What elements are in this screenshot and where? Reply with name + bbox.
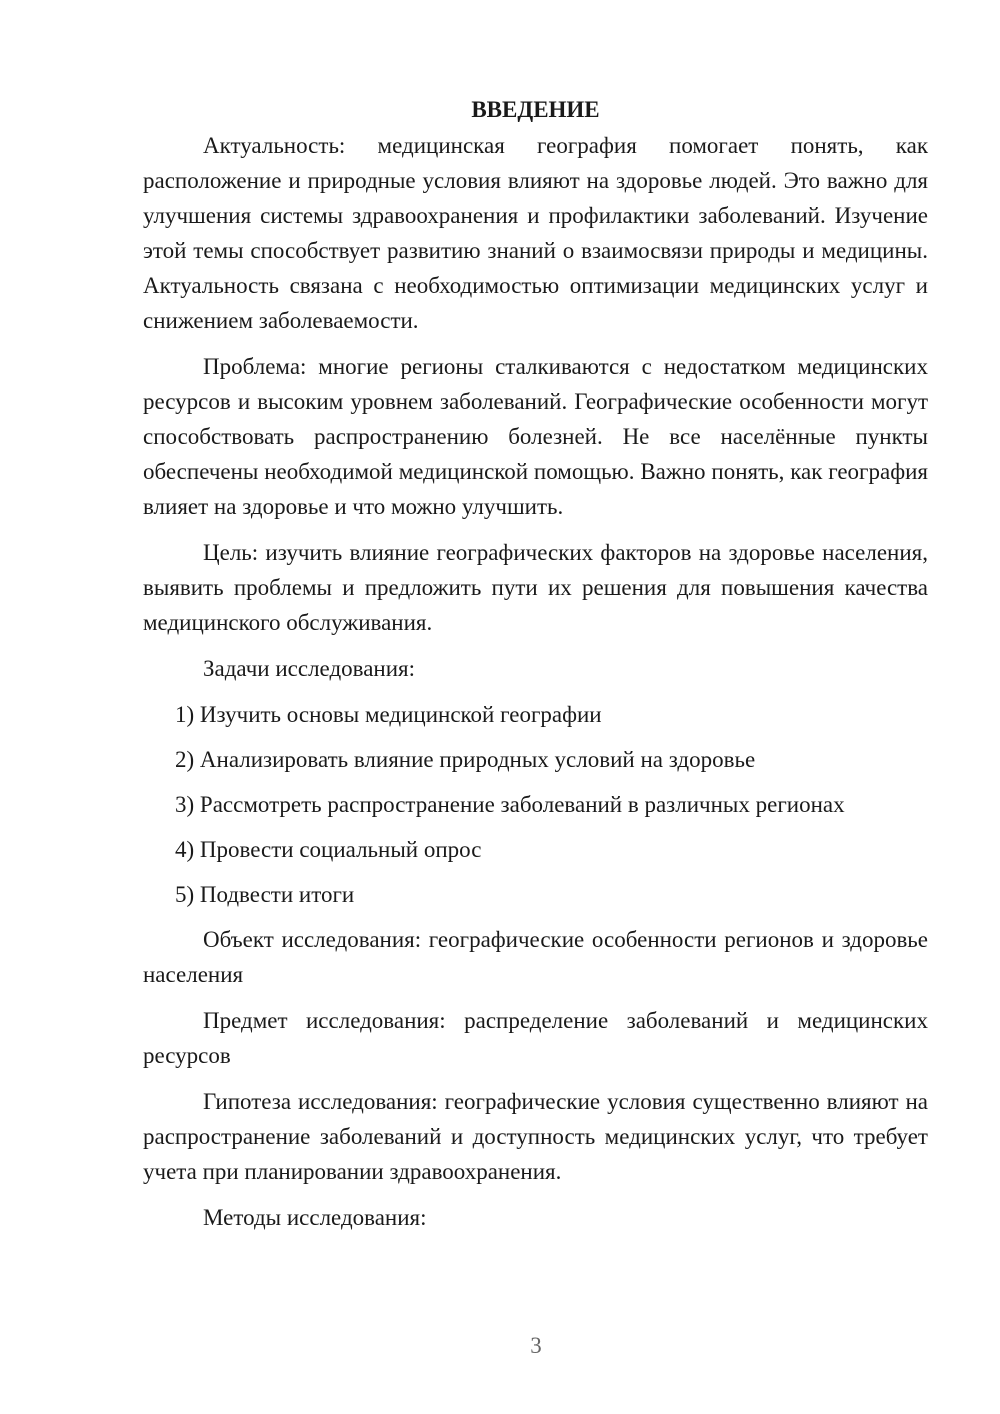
paragraph-methods: Методы исследования:: [203, 1205, 427, 1230]
list-item: 2) Анализировать влияние природных условий на здоровье: [175, 747, 756, 772]
paragraph-tasks-heading: Задачи исследования:: [203, 656, 416, 681]
list-item: 4) Провести социальный опрос: [175, 837, 482, 862]
paragraph-problem: Проблема: многие регионы сталкиваются с недостатком медицинских ресурсов и высоким уровнем заболеваний. Географические особенности могут способствовать распространению болезней. Не все населённые пункты обеспечены необходимой медицинской помощью. Важно понять, как география влияет на здоровье и что можно улучшить.: [143, 354, 928, 519]
list-item: 5) Подвести итоги: [175, 882, 355, 907]
document-page: [143, 92, 928, 1246]
list-item: 1) Изучить основы медицинской географии: [175, 702, 602, 727]
paragraph-object: Объект исследования: географические особенности регионов и здоровье населения: [143, 927, 928, 987]
paragraph-relevance: Актуальность: медицинская география помогает понять, как расположение и природные условия влияют на здоровье людей. Это важно для улучшения системы здравоохранения и профилактики заболеваний. Изучение этой темы способствует развитию знаний о взаимосвязи природы и медицины. Актуальность связана с необходимостью оптимизации медицинских услуг и снижением заболеваемости.: [143, 133, 928, 333]
page-title: ВВЕДЕНИЕ: [471, 97, 600, 122]
paragraph-goal: Цель: изучить влияние географических факторов на здоровье населения, выявить проблемы и предложить пути их решения для повышения качества медицинского обслуживания.: [143, 540, 928, 635]
page-number: 3: [530, 1333, 542, 1358]
paragraph-subject: Предмет исследования: распределение заболеваний и медицинских ресурсов: [143, 1008, 928, 1068]
list-item: 3) Рассмотреть распространение заболеваний в различных регионах: [175, 792, 845, 817]
tasks-list: [143, 697, 928, 912]
paragraph-hypothesis: Гипотеза исследования: географические условия существенно влияют на распространение заболеваний и доступность медицинских услуг, что требует учета при планировании здравоохранения.: [143, 1089, 928, 1184]
